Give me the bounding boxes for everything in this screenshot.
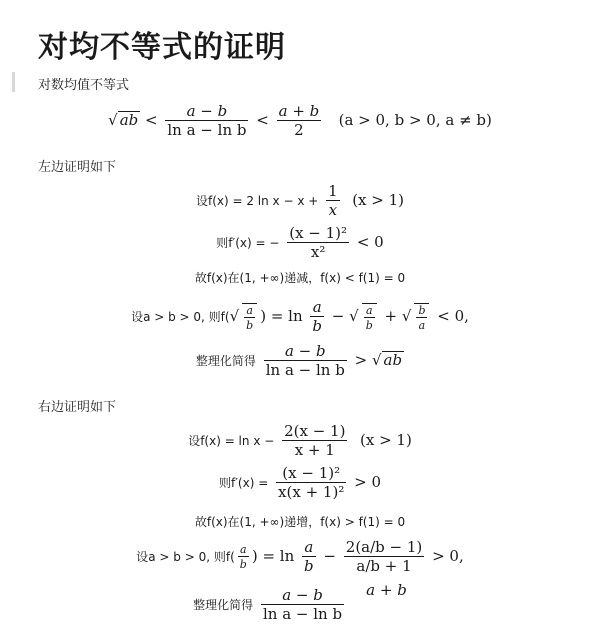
quote-bar <box>12 72 15 92</box>
right-line-2: 则f′(x) = $\frac{\text{(x − 1)²}}{\text{x(x + 1)²}}$ > 0 <box>218 464 382 501</box>
right-line-4: 设a > b > 0, 则f( $\frac{a}{b}$ ) = ln $\frac{a}{b}$ − $\frac{2(a/b - 1)}{a/b + 1}$ > 0, <box>136 538 464 575</box>
condition: (a > 0, b > 0, a ≠ b) <box>338 111 492 129</box>
fraction-log-mean: $\frac{a - b}{\text{ln a − ln b}}$ <box>167 102 247 139</box>
right-line-3: 故f(x)在(1, +∞)递增，f(x) > f(1) = 0 <box>194 515 406 529</box>
subtitle: 对数均值不等式 <box>38 77 130 92</box>
left-line-4: 设a > b > 0, 则f(√ $\frac{a}{b}$ ) = ln $\frac{a}{b}$ − √ $\frac{a}{b}$ + √ $\frac{b}{a}$ < 0, <box>131 298 469 335</box>
lt-2: < <box>256 111 269 129</box>
lt-1: < <box>145 111 158 129</box>
left-heading: 左边证明如下 <box>38 159 117 174</box>
right-line-5: 整理化简得 $\frac{a - b}{\text{ln a − ln b}}$ a + b <box>193 581 407 623</box>
sqrt-ab: ab <box>119 111 139 129</box>
left-line-3: 故f(x)在(1, +∞)递减，f(x) < f(1) = 0 <box>194 271 406 285</box>
page-title: 对均不等式的证明 <box>38 31 286 64</box>
left-line-5: 整理化简得 $\frac{a - b}{\text{ln a − ln b}}$ > √ ab <box>195 342 403 379</box>
main-inequality: √ ab < $\frac{a - b}{\text{ln a − ln b}}$ < $\frac{a + b}{2}$ (a > 0, b > 0, a ≠ b) <box>108 102 492 139</box>
fraction-arith-mean: $\frac{a + b}{2}$ <box>278 102 320 139</box>
right-heading: 右边证明如下 <box>38 399 117 414</box>
right-line-1: 设f(x) = ln x − $\frac{2(x - 1)}{x + 1}$ (x > 1) <box>188 422 412 459</box>
left-line-1: 设f(x) = 2 ln x − x + $\frac{1}{x}$ (x > 1) <box>195 182 405 219</box>
left-line-2: 则f′(x) = − $\frac{\text{(x − 1)²}}{\text{x²}}$ < 0 <box>216 224 384 261</box>
